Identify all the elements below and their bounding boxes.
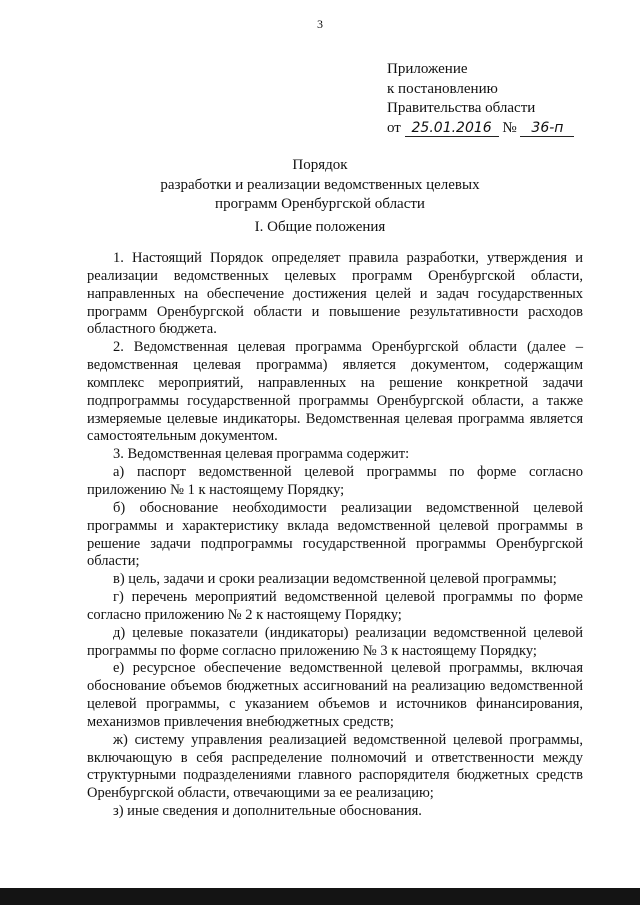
section-heading: I. Общие положения	[254, 219, 386, 235]
page-number: 3	[317, 17, 323, 31]
handwritten-number: 36-п	[520, 121, 574, 137]
list-item-z: з) иные сведения и дополнительные обоснования.	[113, 803, 422, 820]
list-item-b: б) обоснование необходимости реализации ведомственной целевой программы и характеристику вклада ведомственной целевой программы в решение задачи подпрограммы государственной программы Оренбургской области;	[87, 499, 583, 570]
appendix-date-line	[387, 119, 574, 139]
appendix-line: к постановлению	[387, 80, 498, 97]
handwritten-date: 25.01.2016	[405, 121, 499, 137]
title-line: Порядок	[292, 157, 348, 173]
list-item-d: д) целевые показатели (индикаторы) реализации ведомственной целевой программы по форме согласно приложению № 3 к настоящему Порядку;	[87, 624, 583, 659]
document-body	[87, 250, 583, 821]
list-item-e: е) ресурсное обеспечение ведомственной целевой программы, включая обоснование объемов бюджетных ассигнований на реализацию ведомственной целевой программы, с указанием объемов и источников финансирования, механизмов привлечения внебюджетных средств;	[87, 660, 583, 730]
appendix-line: Правительства области	[387, 100, 536, 116]
title-line: программ Оренбургской области	[215, 196, 425, 212]
list-item-a: а) паспорт ведомственной целевой программы по форме согласно приложению № 1 к настоящему Порядку;	[87, 464, 583, 498]
appendix-line: Приложение	[387, 61, 468, 77]
title-line: разработки и реализации ведомственных целевых	[160, 176, 480, 193]
paragraph-3: 3. Ведомственная целевая программа содержит:	[113, 446, 410, 463]
appendix-block	[387, 60, 574, 138]
scan-bottom-edge	[0, 888, 640, 905]
paragraph-1: 1. Настоящий Порядок определяет правила разработки, утверждения и реализации ведомственных целевых программ Оренбургской области, направленных на обеспечение достижения целей и задач государственных программ Оренбургской области и повышение результативности расходов областного бюджета.	[87, 250, 583, 338]
document-title	[60, 156, 580, 215]
list-item-zh: ж) систему управления реализацией ведомственной целевой программы, включающую в себя распределение полномочий и ответственности между структурными подразделениями главного распорядителя бюджетных средств Оренбургской области, отвечающими за ее реализацию;	[87, 731, 583, 802]
list-item-g: г) перечень мероприятий ведомственной целевой программы по форме согласно приложению № 2 к настоящему Порядку;	[87, 589, 583, 623]
number-sign: №	[502, 119, 517, 136]
list-item-v: в) цель, задачи и сроки реализации ведомственной целевой программы;	[113, 571, 557, 588]
paragraph-2: 2. Ведомственная целевая программа Оренбургской области (далее – ведомственная целевая программа) является документом, содержащим комплекс мероприятий, направленных на решение конкретной задачи подпрограммы государственной программы Оренбургской области, а также измеряемые целевые индикаторы. Ведомственная целевая программа является самостоятельным документом.	[87, 339, 583, 445]
date-prefix: от	[387, 119, 401, 136]
